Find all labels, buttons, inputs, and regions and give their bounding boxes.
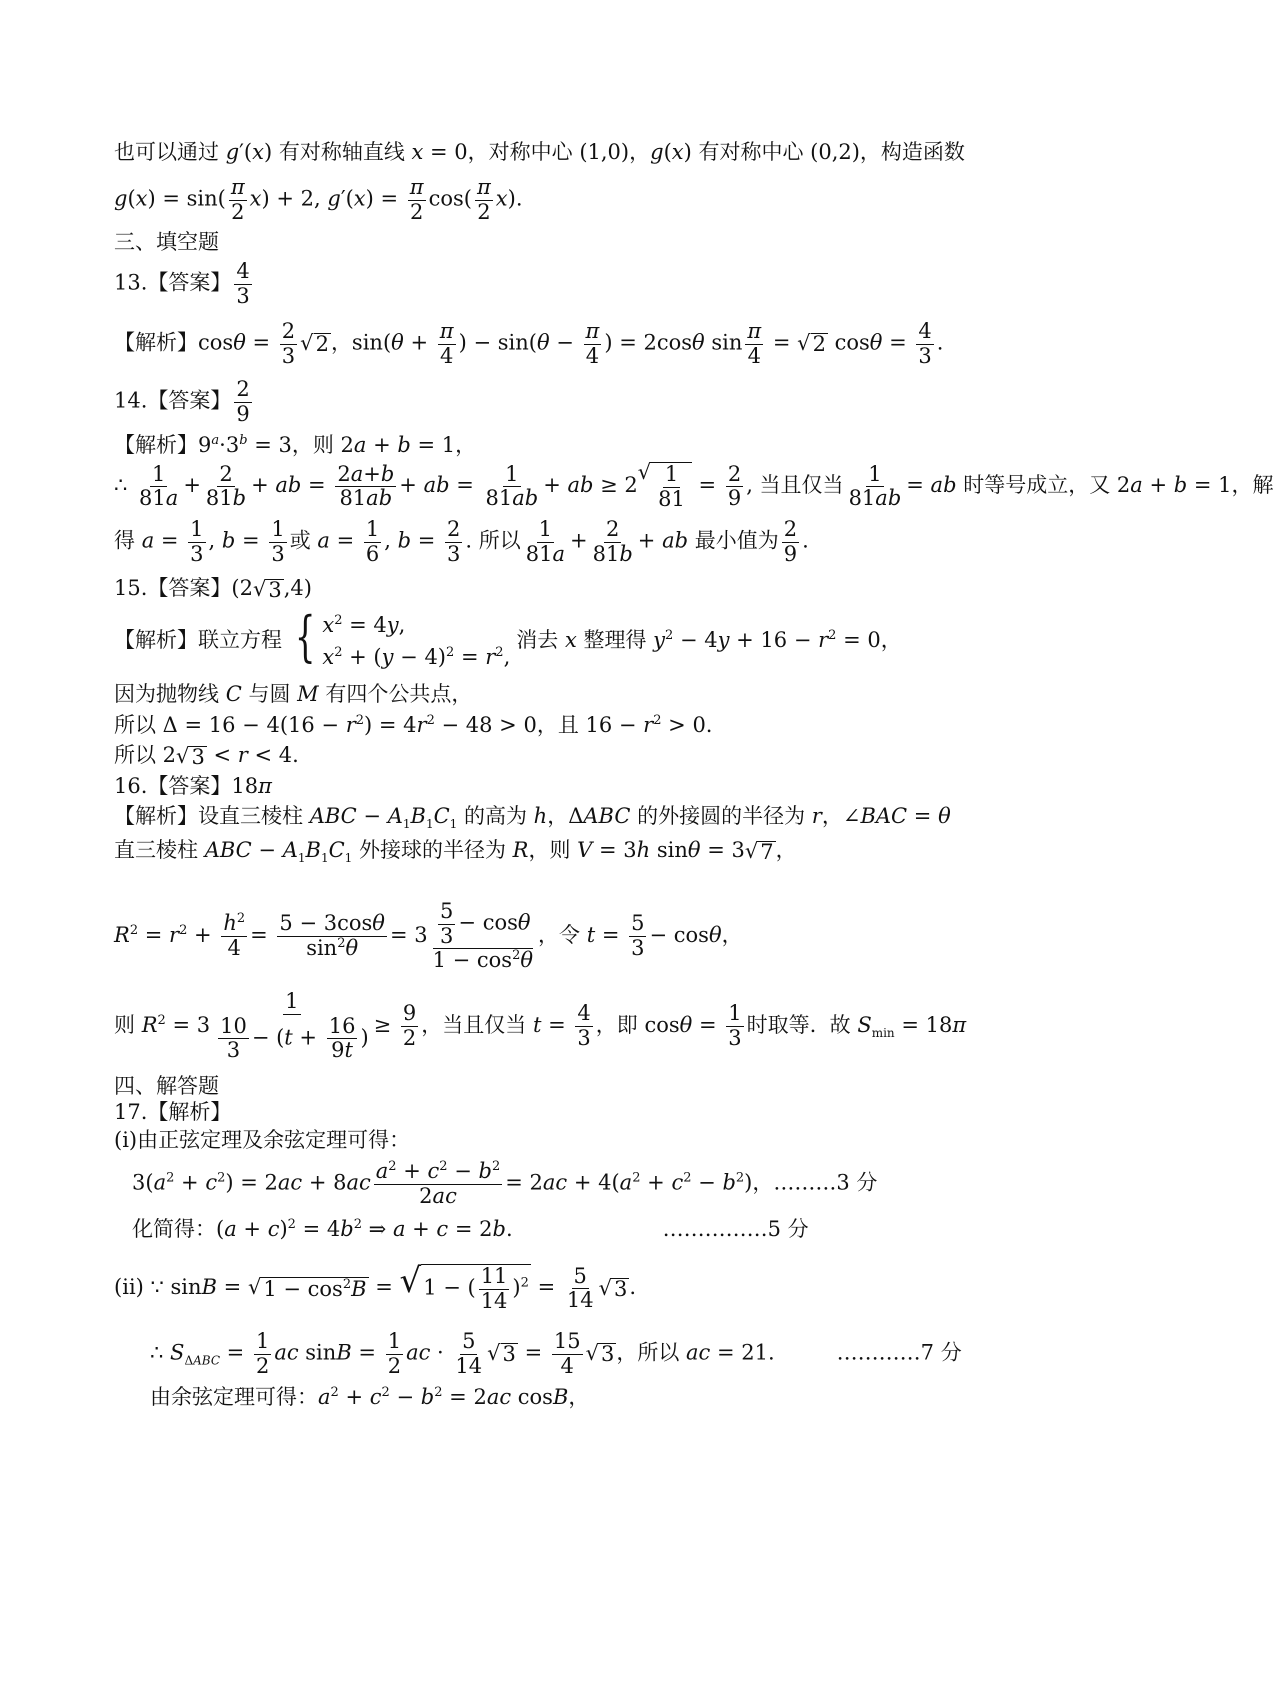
answer-14: 14.【答案】 $\frac{2}{9}$: [114, 377, 250, 426]
section-4-heading: 四、解答题: [114, 1074, 219, 1098]
analysis-17-line-3: ∴ $S_{\Delta ABC}$ = $\frac{1}{2}$ ac sinB = $\frac{1}{2}$ ac · $\frac{5}{14}$ √ 3 = $\frac{15}{4}$ √ 3 ，所以 ac = 21. …………7 分: [150, 1329, 962, 1378]
analysis-17-line-2: 化简得：$(a + c)^2 = 4b^2$ ⇒ a + c = 2b. ……………5 分: [132, 1217, 809, 1241]
analysis-17-line-4: 由余弦定理可得：$a^2 + c^2 - b^2 = 2ac$ cosB，: [150, 1385, 590, 1409]
answer-17: 17.【解析】: [114, 1100, 232, 1124]
analysis-14-line-2: ∴ $\frac{1}{81a}$ + $\frac{2}{81b}$ + ab = $\frac{2a+b}{81ab}$ + ab = $\frac{1}{81ab}$ + ab ≥ 2 √ $\frac{1}{81}$ = $\frac{2}{9}$ , 当且仅当 $\frac{1}{81ab}$ = ab 时等号成立，又 2a + b = 1，解: [114, 460, 1273, 511]
analysis-15-line-1: 【解析】联立方程 { $x^2 = 4y$, $x^2 + (y - 4)^2 = r^2$, 消去 x 整理得 $y^2 - 4y + 16 - r^2 = 0$，: [114, 605, 902, 669]
analysis-13: 【解析】cosθ = $\frac{2}{3}$ √ 2 ，sin(θ + $\frac{\pi}{4}$ ) − sin(θ − $\frac{\pi}{4}$ ) = 2cosθ sin $\frac{\pi}{4}$ = √ 2 cosθ = $\frac{4}{3}$ .: [114, 319, 944, 368]
analysis-15-line-4: 所以 2 √ 3 < r < 4.: [114, 743, 299, 769]
analysis-15-line-2: 因为抛物线 C 与圆 M 有四个公共点，: [114, 682, 473, 706]
analysis-15-line-3: 所以 $\Delta = 16 - 4(16 - r^2) = 4r^2 - 48 > 0$，且 $16 - r^2 > 0$.: [114, 713, 713, 737]
analysis-14-line-1: 【解析】$9^a\cdot 3^b = 3$，则 2a + b = 1，: [114, 433, 477, 457]
analysis-17-part-i: (ⅰ)由正弦定理及余弦定理可得：: [114, 1128, 411, 1152]
answer-16: 16.【答案】18π: [114, 774, 272, 798]
answer-13: 13.【答案】 $\frac{4}{3}$: [114, 259, 250, 308]
analysis-16-line-1: 【解析】设直三棱柱 ABC − $A_1B_1C_1$ 的高为 h，ΔABC 的外接圆的半径为 r，∠BAC = θ: [114, 804, 951, 832]
answer-15: 15.【答案】(2 √ 3 ,4): [114, 576, 312, 602]
analysis-16-line-2: 直三棱柱 ABC − $A_1B_1C_1$ 外接球的半径为 R，则 V = 3h sinθ = 3 √ 7 ，: [114, 838, 797, 866]
analysis-17-part-ii: (ⅱ) ∵ sinB = √ $1 - \cos^2B$ = √ 1 − ( $\frac{11}{14}$ )$^2$ = $\frac{5}{14}$ √ 3 .: [114, 1261, 637, 1313]
analysis-14-line-3: 得 a = $\frac{1}{3}$ , b = $\frac{1}{3}$ 或 a = $\frac{1}{6}$ , b = $\frac{2}{3}$ . 所以 $\frac{1}{81a}$ + $\frac{2}{81b}$ + ab 最小值为 $\frac{2}{9}$ .: [114, 517, 809, 566]
section-3-heading: 三、填空题: [114, 230, 219, 254]
line-1: 也可以通过 g′(x) 有对称轴直线 x = 0，对称中心 (1,0)，g(x) 有对称中心 (0,2)，构造函数: [114, 140, 965, 164]
analysis-16-line-3: $R^2 = r^2$ + $\frac{h^2}{4}$ = $\frac{5 - 3\cos\theta}{\sin^2\theta}$ = 3 $\frac{5}{3}$ − cosθ $1 - \cos^2\theta$ ，令 t = $\frac{5}{3}$ − cosθ，: [114, 899, 743, 973]
analysis-16-line-4: 则 $R^2 = 3$ 1 $\frac{10}{3}$ − (t + $\frac{16}{9t}$ ) ≥ $\frac{9}{2}$ ，当且仅当 t = $\frac{4}{3}$ ，即 cosθ = $\frac{1}{3}$ 时取等. 故 $S_{min} = 18\pi$: [114, 989, 967, 1063]
analysis-17-line-1: $3(a^2 + c^2) = 2ac + 8ac$ $\frac{a^2 + c^2 - b^2}{2ac}$ = $2ac + 4(a^2 + c^2 - b^2)$，………3 分: [132, 1159, 878, 1208]
line-2: g(x) = sin( $\frac{\pi}{2}$ x) + 2, g′(x) = $\frac{\pi}{2}$ cos( $\frac{\pi}{2}$ x).: [114, 175, 523, 224]
